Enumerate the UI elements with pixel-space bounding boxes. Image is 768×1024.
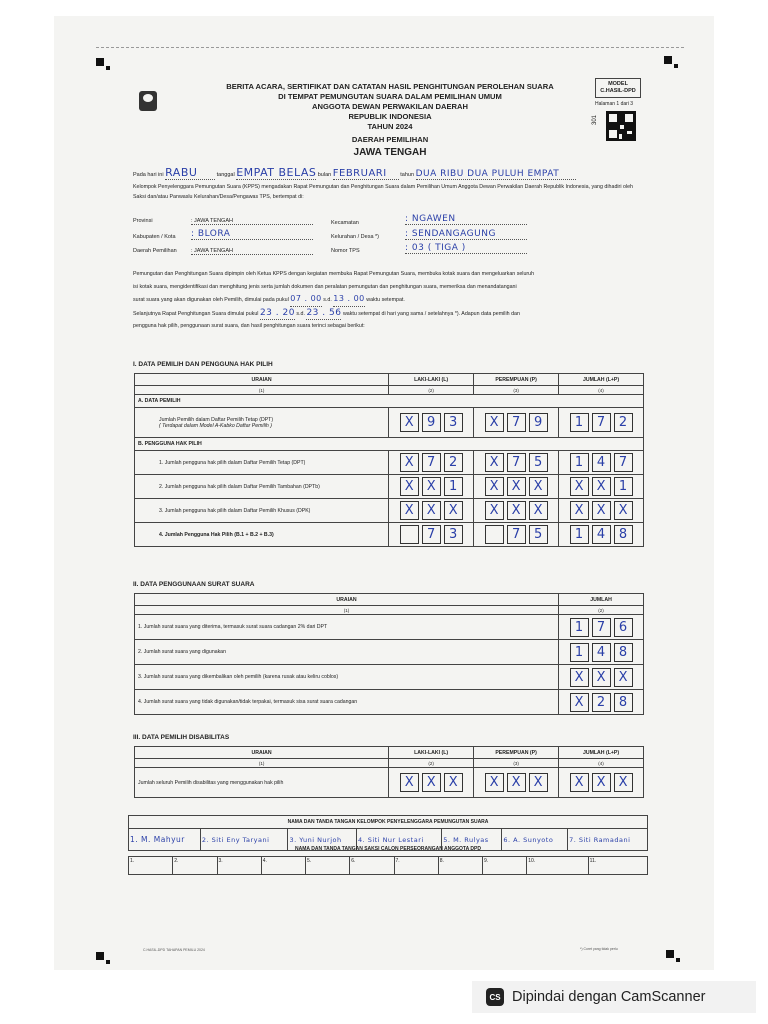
saksi-cell-10: 10.: [527, 857, 588, 875]
digit-cell: X: [614, 773, 633, 792]
digit-cell: [485, 525, 504, 544]
title-line-2: DI TEMPAT PEMUNGUTAN SUARA DALAM PEMILIHAN UMUM: [278, 92, 502, 101]
region-value: JAWA TENGAH: [353, 147, 427, 158]
digit-cell: 4: [592, 643, 611, 662]
digit-cell: 1: [444, 477, 463, 496]
section-3-table: [134, 746, 644, 798]
s3-row-l: [389, 768, 474, 798]
digit-cell: 7: [592, 618, 611, 637]
saksi-signature-table: [128, 856, 648, 875]
s1-row-b1-label: 1. Jumlah pengguna hak pilih dalam Daftar Pemilih Tetap (DPT): [135, 451, 389, 475]
s1-sub-2: (2): [389, 386, 474, 395]
s2-row-2-value: [559, 640, 644, 665]
s1-row-b2-total: [559, 475, 644, 499]
saksi-cell-4: 4.: [261, 857, 305, 875]
body-line-4-pre: Selanjutnya Rapat Penghitungan Suara dimulai pukul: [133, 310, 259, 317]
digit-cell: 5: [529, 525, 548, 544]
kecamatan-label: Kecamatan: [331, 220, 359, 226]
sd-label: s.d.: [323, 297, 332, 303]
dapil-value: : JAWA TENGAH: [191, 248, 313, 255]
s1-group-b: B. PENGGUNA HAK PILIH: [135, 438, 644, 451]
digit-cell: 3: [444, 413, 463, 432]
intro-paragraph: Kelompok Penyelenggara Pemungutan Suara (KPPS) mengadakan Rapat Pemungutan dan Penghitungan Suara dalam Pemilihan Umum Anggota Dewan Perwakilan Daerah Republik Indonesia, yang dihadiri oleh Saksi dan/atau Panwaslu Kelurahan/Desa/Pengawas TPS, bertempat di:: [133, 184, 633, 200]
section-2-title: II. DATA PENGGUNAAN SURAT SUARA: [133, 581, 255, 588]
digit-cell: X: [485, 453, 504, 472]
s3-header-jumlah: JUMLAH (L+P): [559, 747, 644, 759]
s2-row-3-value: [559, 665, 644, 690]
location-block: [133, 216, 643, 256]
s1-row-a1-p: [474, 408, 559, 438]
kpps-header: NAMA DAN TANDA TANGAN KELOMPOK PENYELENGGARA PEMUNGUTAN SUARA: [129, 816, 648, 829]
digit-cell: 7: [614, 453, 633, 472]
corner-mark-top-left: [96, 58, 104, 66]
digit-cell: X: [485, 501, 504, 520]
camscanner-text: Dipindai dengan CamScanner: [512, 989, 706, 1005]
digit-cell: 7: [592, 413, 611, 432]
digit-cell: X: [570, 693, 589, 712]
digit-cell: 7: [507, 453, 526, 472]
saksi-header: NAMA DAN TANDA TANGAN SAKSI CALON PERSEORANGAN ANGGOTA DPD: [295, 846, 481, 852]
corner-mark-bottom-left: [96, 952, 104, 960]
digit-cell: 1: [570, 413, 589, 432]
digit-cell: 2: [592, 693, 611, 712]
kpps-signature-7: 7. Siti Ramadani: [568, 829, 648, 851]
digit-cell: X: [400, 477, 419, 496]
model-code: C.HASIL-DPD: [600, 88, 636, 94]
digit-cell: 3: [444, 525, 463, 544]
s3-sub-4: (4): [559, 759, 644, 768]
dapil-label: Daerah Pemilihan: [133, 248, 177, 254]
day-value: RABU: [165, 166, 215, 180]
s1-row-b1-total: [559, 451, 644, 475]
digit-cell: X: [422, 501, 441, 520]
s3-header-laki: LAKI-LAKI (L): [389, 747, 474, 759]
s1-row-b4-label: 4. Jumlah Pengguna Hak Pilih (B.1 + B.2 + B.3): [135, 523, 389, 547]
s1-group-a: A. DATA PEMILIH: [135, 395, 644, 408]
saksi-cell-9: 9.: [483, 857, 527, 875]
title-line-5: TAHUN 2024: [367, 122, 413, 131]
s2-row-4-value: [559, 690, 644, 715]
saksi-cell-8: 8.: [438, 857, 482, 875]
digit-cell: 7: [422, 525, 441, 544]
saksi-cell-1: 1.: [129, 857, 173, 875]
s3-row-label: Jumlah seluruh Pemilih disabilitas yang menggunakan hak pilih: [135, 768, 389, 798]
digit-cell: 9: [529, 413, 548, 432]
s3-sub-2: (2): [389, 759, 474, 768]
s3-sub-3: (3): [474, 759, 559, 768]
s1-row-b3-l: [389, 499, 474, 523]
digit-cell: 8: [614, 693, 633, 712]
digit-cell: X: [507, 501, 526, 520]
s1-row-b3-label: 3. Jumlah pengguna hak pilih dalam Daftar Pemilih Khusus (DPK): [135, 499, 389, 523]
digit-cell: 7: [507, 413, 526, 432]
digit-cell: 5: [529, 453, 548, 472]
digit-cell: X: [592, 773, 611, 792]
s1-row-b4-total: [559, 523, 644, 547]
section-1-title: I. DATA PEMILIH DAN PENGGUNA HAK PILIH: [133, 361, 273, 368]
region-label: DAERAH PEMILIHAN: [351, 135, 429, 144]
corner-mark-bottom-right: [666, 950, 674, 958]
section-1-table: [134, 373, 644, 547]
s1-row-a1-line1: Jumlah Pemilih dalam Daftar Pemilih Tetap (DPT): [159, 416, 274, 423]
s1-row-b2-label: 2. Jumlah pengguna hak pilih dalam Daftar Pemilih Tambahan (DPTb): [135, 475, 389, 499]
digit-cell: 8: [614, 643, 633, 662]
digit-cell: X: [614, 668, 633, 687]
s2-row-4-label: 4. Jumlah surat suara yang tidak digunakan/tidak terpakai, termasuk sisa surat suara cadangan: [135, 690, 559, 715]
digit-cell: X: [529, 501, 548, 520]
digit-cell: X: [400, 501, 419, 520]
body-line-3-post: waktu setempat.: [366, 297, 405, 303]
title-line-1: BERITA ACARA, SERTIFIKAT DAN CATATAN HASIL PENGHITUNGAN PEROLEHAN SUARA: [226, 82, 554, 91]
s3-sub-1: (1): [135, 759, 389, 768]
kecamatan-value: : NGAWEN: [405, 214, 527, 225]
s1-header-laki: LAKI-LAKI (L): [389, 374, 474, 386]
digit-cell: X: [485, 477, 504, 496]
digit-cell: 8: [614, 525, 633, 544]
page-label: Halaman 1 dari 3: [595, 101, 634, 107]
kpps-signature-4: 4. Siti Nur Lestari: [356, 829, 441, 851]
digit-cell: X: [570, 668, 589, 687]
saksi-cell-3: 3.: [217, 857, 261, 875]
s1-sub-3: (3): [474, 386, 559, 395]
digit-cell: 1: [570, 525, 589, 544]
digit-cell: X: [570, 477, 589, 496]
kpps-signature-6: 6. A. Sunyoto: [502, 829, 568, 851]
s3-header-perempuan: PEREMPUAN (P): [474, 747, 559, 759]
digit-cell: X: [507, 477, 526, 496]
body-line-3: [133, 293, 643, 307]
digit-cell: X: [592, 477, 611, 496]
digit-cell: X: [485, 413, 504, 432]
digit-cell: 4: [592, 525, 611, 544]
s3-row-total: [559, 768, 644, 798]
body-line-5: pengguna hak pilih, penggunaan surat suara, dan hasil penghitungan suara terinci sebagai berikut:: [133, 323, 365, 329]
digit-cell: 1: [570, 453, 589, 472]
qr-code-icon: [606, 111, 636, 141]
digit-cell: X: [400, 773, 419, 792]
digit-cell: [400, 525, 419, 544]
kpps-signature-5: 5. M. Rulyas: [442, 829, 502, 851]
digit-cell: 1: [570, 618, 589, 637]
digit-cell: 4: [592, 453, 611, 472]
body-line-4: [133, 307, 643, 321]
corner-mark-top-left-inner: [106, 66, 110, 70]
document-title: [200, 82, 580, 132]
section-3-title: III. DATA PEMILIH DISABILITAS: [133, 734, 230, 741]
count-start: 23 . 20: [260, 307, 295, 321]
camscanner-badge: [472, 981, 756, 1013]
digit-cell: X: [614, 501, 633, 520]
year-label: tahun: [400, 172, 415, 178]
region-block: [200, 135, 580, 158]
digit-cell: X: [592, 501, 611, 520]
corner-mark-top-right: [664, 56, 672, 64]
s1-sub-1: (1): [135, 386, 389, 395]
s2-sub-2: (2): [559, 606, 644, 615]
digit-cell: 2: [444, 453, 463, 472]
s2-row-2-label: 2. Jumlah surat suara yang digunakan: [135, 640, 559, 665]
s1-sub-4: (4): [559, 386, 644, 395]
s1-row-b1-l: [389, 451, 474, 475]
digit-cell: 1: [614, 477, 633, 496]
kpps-signature-1: 1. M. Mahyur: [129, 829, 201, 851]
kpps-signature-2: 2. Siti Eny Taryani: [200, 829, 288, 851]
s1-row-b4-p: [474, 523, 559, 547]
s1-row-a1-total: [559, 408, 644, 438]
s1-row-b2-p: [474, 475, 559, 499]
digit-cell: X: [592, 668, 611, 687]
s2-sub-1: (1): [135, 606, 559, 615]
s3-header-uraian: URAIAN: [135, 747, 389, 759]
s1-row-a1-label: [135, 408, 389, 438]
digit-cell: X: [570, 773, 589, 792]
body-line-3-pre: surat suara yang akan digunakan oleh Pemilih, dimulai pada pukul: [133, 297, 289, 303]
saksi-cell-2: 2.: [173, 857, 217, 875]
time-start: 07 . 00: [290, 293, 322, 307]
kabupaten-value: : BLORA: [191, 229, 313, 240]
camscanner-icon: CS: [486, 988, 504, 1006]
provinsi-label: Provinsi: [133, 218, 153, 224]
corner-mark-bottom-left-inner: [106, 960, 110, 964]
s2-row-1-label: 1. Jumlah surat suara yang diterima, termasuk surat suara cadangan 2% dari DPT: [135, 615, 559, 640]
s2-row-1-value: [559, 615, 644, 640]
date-label: tanggal: [216, 172, 235, 178]
digit-cell: X: [485, 773, 504, 792]
tps-label: Nomor TPS: [331, 248, 360, 254]
s1-row-a1-line2: ( Terdapat dalam Model A-Kabko Daftar Pemilih ): [159, 422, 272, 429]
s3-row-p: [474, 768, 559, 798]
section-2-table: [134, 593, 644, 715]
s1-row-b3-p: [474, 499, 559, 523]
kpu-logo-icon: [139, 91, 157, 111]
s1-header-uraian: URAIAN: [135, 374, 389, 386]
cut-line: [96, 47, 684, 48]
title-line-3: ANGGOTA DEWAN PERWAKILAN DAERAH: [312, 102, 468, 111]
digit-cell: X: [422, 773, 441, 792]
body-line-2: isi kotak suara, mengidentifikasi dan menghitung jenis serta jumlah dokumen dan peralatan pemungutan dan penghitungan suara, memeriksa dan menandatangani: [133, 283, 517, 290]
saksi-cell-5: 5.: [306, 857, 350, 875]
provinsi-value: : JAWA TENGAH: [191, 218, 313, 225]
body-paragraph: [133, 268, 643, 333]
date-line: [133, 166, 576, 180]
time-end: 13 . 00: [333, 293, 365, 307]
date-value: EMPAT BELAS: [236, 166, 317, 179]
body-line-4-post: waktu setempat di hari yang sama / setelahnya *). Adapun data pemilih dan: [342, 310, 520, 317]
digit-cell: X: [400, 413, 419, 432]
year-value: DUA RIBU DUA PULUH EMPAT: [416, 169, 576, 180]
sd-label-2: s.d.: [296, 310, 305, 317]
model-box: [595, 78, 641, 98]
digit-cell: X: [507, 773, 526, 792]
footer-right-text: *) Coret yang tidak perlu: [580, 947, 618, 951]
kpps-signature-3: 3. Yuni Nurjoh: [288, 829, 356, 851]
count-end: 23 . 56: [306, 307, 341, 321]
digit-cell: X: [400, 453, 419, 472]
s1-row-b4-l: [389, 523, 474, 547]
tps-value: : 03 ( TIGA ): [405, 243, 527, 254]
digit-cell: 9: [422, 413, 441, 432]
s1-row-b2-l: [389, 475, 474, 499]
s1-row-a1-l: [389, 408, 474, 438]
digit-cell: X: [444, 773, 463, 792]
digit-cell: 1: [570, 643, 589, 662]
month-label: bulan: [317, 172, 332, 178]
digit-cell: X: [570, 501, 589, 520]
digit-cell: 6: [614, 618, 633, 637]
title-line-4: REPUBLIK INDONESIA: [348, 112, 432, 121]
day-label: Pada hari ini: [133, 172, 164, 178]
s2-header-uraian: URAIAN: [135, 594, 559, 606]
digit-cell: 7: [507, 525, 526, 544]
digit-cell: X: [422, 477, 441, 496]
corner-mark-bottom-right-inner: [676, 958, 680, 962]
month-value: FEBRUARI: [333, 168, 399, 180]
body-line-1: Pemungutan dan Penghitungan Suara dipimpin oleh Ketua KPPS dengan kegiatan membuka Rapat Pemungutan Suara, membuka kotak suara dan mengeluarkan seluruh: [133, 271, 535, 277]
saksi-cell-6: 6.: [350, 857, 394, 875]
s2-row-3-label: 3. Jumlah surat suara yang dikembalikan oleh pemilih (karena rusak atau keliru coblos): [135, 665, 559, 690]
footer-left-text: C.HASIL-DPD TAHAPAN PEMILU 2024: [143, 948, 205, 952]
model-label: MODEL: [608, 81, 628, 87]
s1-row-b3-total: [559, 499, 644, 523]
saksi-cell-7: 7.: [394, 857, 438, 875]
desa-value: : SENDANGAGUNG: [405, 229, 527, 240]
s2-header-jumlah: JUMLAH: [559, 594, 644, 606]
digit-cell: 7: [422, 453, 441, 472]
corner-mark-top-right-inner: [674, 64, 678, 68]
kabupaten-label: Kabupaten / Kota: [133, 234, 176, 240]
digit-cell: X: [529, 477, 548, 496]
digit-cell: X: [529, 773, 548, 792]
digit-cell: 2: [614, 413, 633, 432]
saksi-cell-11: 11.: [588, 857, 647, 875]
digit-cell: X: [444, 501, 463, 520]
s1-header-jumlah: JUMLAH (L+P): [559, 374, 644, 386]
desa-label: Kelurahan / Desa *): [331, 234, 379, 240]
s1-row-b1-p: [474, 451, 559, 475]
s1-header-perempuan: PEREMPUAN (P): [474, 374, 559, 386]
form-code: 301: [592, 114, 599, 126]
